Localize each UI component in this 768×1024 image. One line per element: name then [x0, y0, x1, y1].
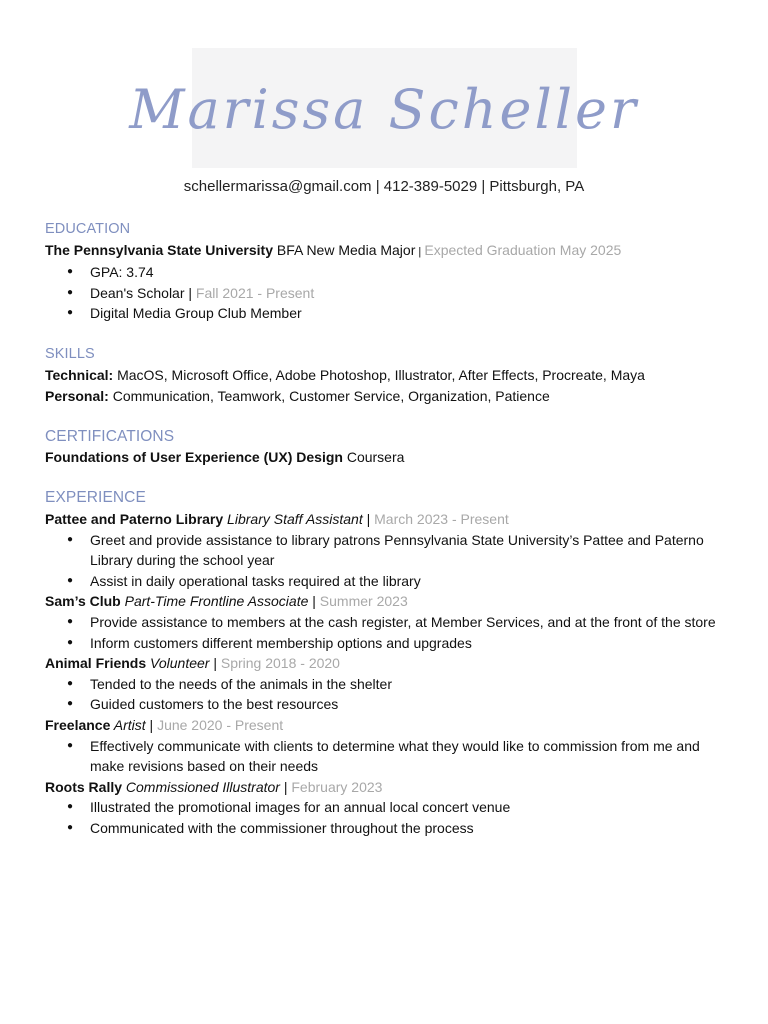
job-header — [45, 653, 725, 674]
graduation-date: Expected Graduation May 2025 — [424, 241, 622, 258]
job-entry — [45, 777, 725, 839]
job-role: Artist — [110, 716, 146, 733]
job-org: Roots Rally — [45, 778, 123, 795]
degree: BFA New Media Major — [272, 241, 416, 258]
technical-skills — [45, 365, 725, 386]
job-entry — [45, 591, 725, 653]
name-logo — [129, 48, 639, 168]
job-role: Part-Time Frontline Associate — [120, 593, 309, 610]
job-entry — [45, 715, 725, 777]
job-date: February 2023 — [291, 778, 383, 795]
job-role: Library Staff Assistant — [223, 511, 363, 528]
item-text: Digital Media Group Club Member — [90, 305, 302, 322]
job-date: March 2023 - Present — [374, 511, 509, 528]
job-org: Pattee and Paterno Library — [45, 511, 224, 528]
job-header — [45, 591, 725, 612]
separator: | — [145, 716, 158, 733]
job-entry — [45, 509, 725, 591]
job-entry — [45, 653, 725, 715]
list-item: ● Effectively communicate with clients to determine what they would like to commission from me and make revisions based on their needs — [45, 736, 725, 777]
job-date: June 2020 - Present — [157, 716, 284, 733]
certifications-heading: CERTIFICATIONS — [45, 427, 175, 445]
job-org: Animal Friends — [45, 655, 147, 672]
list-item: ● Greet and provide assistance to library patrons Pennsylvania State University’s Pattee and Paterno Library during the school year — [45, 530, 725, 571]
separator: | — [415, 245, 425, 258]
list-item: ● Provide assistance to members at the cash register, at Member Services, and at the front of the store — [45, 612, 725, 633]
list-item: ● Communicated with the commissioner throughout the process — [45, 818, 725, 839]
experience-heading: EXPERIENCE — [45, 489, 146, 507]
education-heading: EDUCATION — [45, 221, 131, 237]
technical-label: Technical: — [45, 367, 114, 384]
job-header — [45, 715, 725, 736]
separator: | — [362, 511, 375, 528]
separator: | — [308, 593, 320, 610]
list-item: ● Illustrated the promotional images for an annual local concert venue — [45, 797, 725, 818]
job-header — [45, 777, 725, 798]
separator: | — [279, 778, 292, 795]
certification-issuer: Coursera — [342, 449, 405, 466]
personal-label: Personal: — [45, 387, 109, 404]
contact-line: schellermarissa@gmail.com | 412-389-5029 | Pittsburgh, PA — [183, 178, 585, 195]
item-text: GPA: 3.74 — [90, 264, 154, 281]
personal-value: Communication, Teamwork, Customer Service, Organization, Patience — [108, 387, 550, 404]
job-bullets — [45, 674, 725, 715]
skills-heading: SKILLS — [45, 346, 95, 363]
job-role: Volunteer — [146, 655, 214, 672]
job-date: Spring 2018 - 2020 — [220, 655, 340, 672]
job-role: Commissioned Illustrator — [122, 778, 280, 795]
list-item: ● Guided customers to the best resources — [45, 694, 725, 715]
education-list — [45, 262, 725, 324]
name-logo-text: Marissa Scheller — [129, 78, 639, 141]
job-bullets — [45, 736, 725, 777]
certification-name: Foundations of User Experience (UX) Design — [45, 449, 343, 466]
list-item — [45, 283, 725, 304]
list-item — [45, 262, 725, 283]
job-bullets — [45, 530, 725, 592]
separator: | — [213, 655, 221, 672]
personal-skills — [45, 386, 725, 407]
certification-line — [45, 447, 725, 468]
list-item: ● Tended to the needs of the animals in the shelter — [45, 674, 725, 695]
list-item — [45, 303, 725, 324]
handwritten-name-logo-svg — [129, 48, 639, 168]
item-text: Dean's Scholar | — [90, 284, 196, 301]
education-school-line — [45, 240, 725, 263]
list-item: ● Inform customers different membership options and upgrades — [45, 633, 725, 654]
job-bullets — [45, 797, 725, 838]
job-bullets — [45, 612, 725, 653]
item-date: Fall 2021 - Present — [195, 284, 315, 301]
resume-body — [45, 219, 725, 839]
school-name: The Pennsylvania State University — [45, 241, 273, 258]
technical-value: MacOS, Microsoft Office, Adobe Photoshop, Illustrator, After Effects, Procreate, Maya — [113, 367, 645, 384]
job-org: Sam’s Club — [45, 593, 121, 610]
list-item: ● Assist in daily operational tasks required at the library — [45, 571, 725, 592]
job-date: Summer 2023 — [319, 593, 408, 610]
job-header — [45, 509, 725, 530]
job-org: Freelance — [45, 716, 111, 733]
